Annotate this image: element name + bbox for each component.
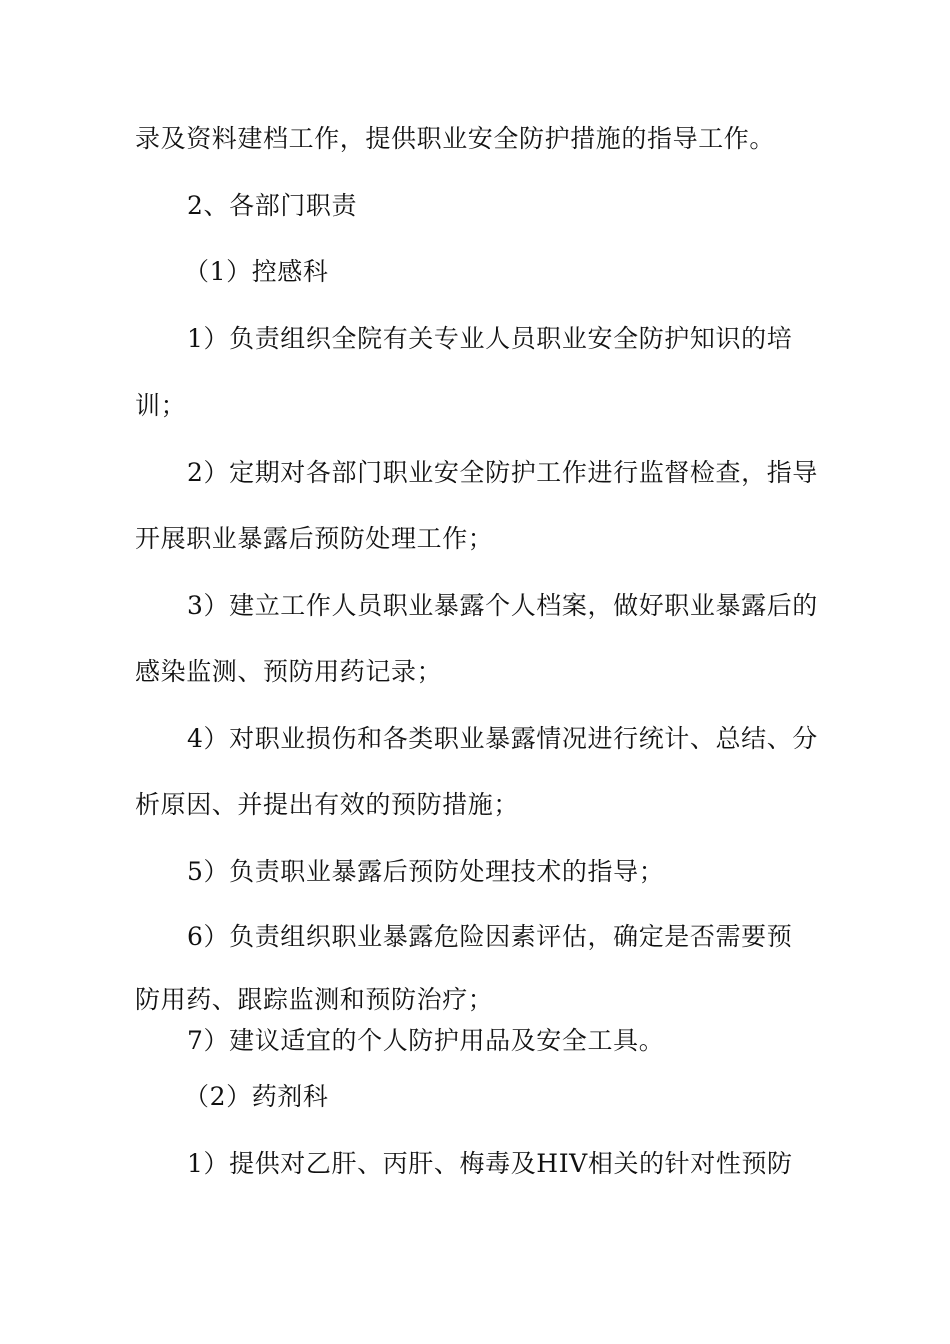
text-line-16: （2）药剂科	[184, 1082, 329, 1111]
text-line-13: 6）负责组织职业暴露危险因素评估，确定是否需要预	[187, 922, 793, 951]
text-line-14: 防用药、跟踪监测和预防治疗；	[135, 985, 494, 1014]
text-line-3: （1）控感科	[184, 257, 329, 286]
text-line-10: 4）对职业损伤和各类职业暴露情况进行统计、总结、分	[187, 724, 818, 753]
text-line-7: 开展职业暴露后预防处理工作；	[135, 524, 494, 553]
text-line-5: 训；	[135, 391, 187, 420]
text-line-9: 感染监测、预防用药记录；	[135, 657, 443, 686]
text-line-4: 1）负责组织全院有关专业人员职业安全防护知识的培	[187, 324, 793, 353]
text-line-12: 5）负责职业暴露后预防处理技术的指导；	[187, 857, 665, 886]
text-line-8: 3）建立工作人员职业暴露个人档案，做好职业暴露后的	[187, 591, 818, 620]
text-line-17: 1）提供对乙肝、丙肝、梅毒及HIV相关的针对性预防	[187, 1149, 793, 1178]
text-line-11: 析原因、并提出有效的预防措施；	[135, 790, 520, 819]
text-line-6: 2）定期对各部门职业安全防护工作进行监督检查，指导	[187, 458, 818, 487]
text-line-2: 2、各部门职责	[187, 191, 358, 220]
text-line-1: 录及资料建档工作，提供职业安全防护措施的指导工作。	[135, 124, 776, 153]
text-line-15: 7）建议适宜的个人防护用品及安全工具。	[187, 1026, 665, 1055]
